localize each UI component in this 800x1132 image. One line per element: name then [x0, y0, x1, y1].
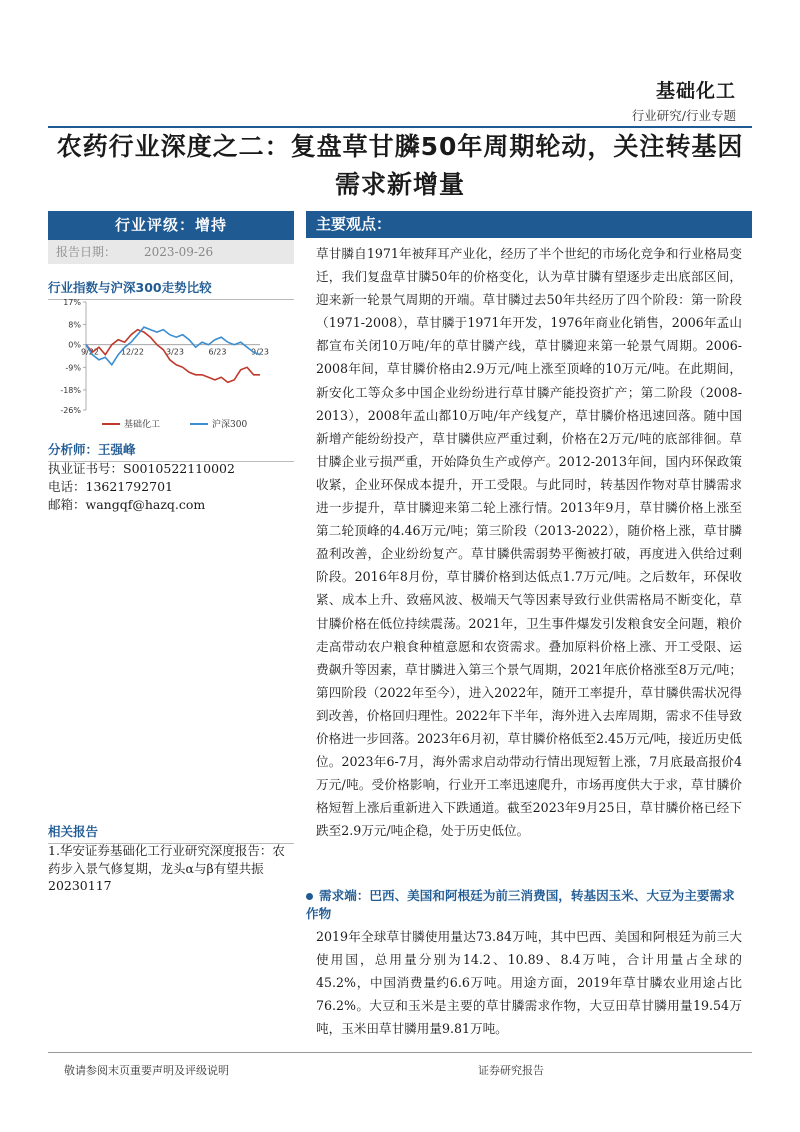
footer-disclaimer: 敬请参阅末页重要声明及评级说明 — [64, 1064, 229, 1077]
chart-x-tick-label: 9/23 — [251, 347, 269, 357]
main-points-heading: 主要观点： — [306, 211, 752, 238]
chart-legend-label: 基础化工 — [124, 420, 161, 430]
report-date-row — [48, 240, 294, 264]
chart-x-tick-label: 6/23 — [208, 347, 227, 357]
related-reports-heading: 相关报告 — [48, 822, 294, 844]
bullet-dot-icon — [306, 893, 313, 900]
summary-paragraph: 草甘膦自1971年被拜耳产业化，经历了半个世纪的市场化竞争和行业格局变迁，我们复盘草甘膦50年的价格变化，认为草甘膦有望逐步走出底部区间，迎来新一轮景气周期的开端。草甘膦过去50年共经历了四个阶段：第一阶段（1971-2008），草甘膦于1971年开发，1976年商业化销售，2006年孟山都宣布关闭10万吨/年的草甘膦产线，草甘膦迎来第一轮景气周期。2006-2008年间，草甘膦价格由2.9万元/吨上涨至顶峰的10万元/吨。在此期间，新安化工等众多中国企业纷纷进行草甘膦产能投资扩产；第二阶段（2008-2013），2008年孟山都10万吨/年产线复产，草甘膦价格迅速回落。随中国新增产能纷纷投产，草甘膦供应严重过剩，价格在2万元/吨的底部徘徊。草甘膦企业亏损严重，开始降负生产或停产。2012-2013年间，国内环保政策收紧，企业环保成本提升，开工受限。与此同时，转基因作物对草甘膦需求进一步提升，草甘膦迎来第二轮上涨行情。2013年9月，草甘膦价格上涨至第二轮顶峰的4.46万元/吨；第三阶段（2013-2022），随价格上涨，草甘膦盈利改善，企业纷纷复产。草甘膦供需弱势平衡被打破，再度进入供给过剩阶段。2016年8月份，草甘膦价格到达低点1.7万元/吨。之后数年，环保收紧、成本上升、致癌风波、极端天气等因素导致行业供需格局不断变化，草甘膦价格在低位持续震荡。2021年，卫生事件爆发引发粮食安全问题，粮价走高带动农户粮食种植意愿和农资需求。叠加原料价格上涨、开工受限、运费飙升等因素，草甘膦进入第三个景气周期，2021年底价格涨至8万元/吨；第四阶段（2022年至今），进入2022年，随开工率提升，草甘膦供需状况得到改善，价格回归理性。2022年下半年，海外进入去库周期，需求不佳导致价格进一步回落。2023年6月初，草甘膦价格低至2.45万元/吨，接近历史低位。2023年6-7月，海外需求启动带动行情出现短暂上涨，7月底最高报价4万元/吨。受价格影响，行业开工率迅速爬升，市场再度供大于求，草甘膦价格短暂上涨后重新进入下跌通道。截至2023年9月25日，草甘膦价格已经下跌至2.9万元/吨企稳，处于历史低位。 — [316, 246, 742, 839]
related-report-item[interactable]: 1.华安证券基础化工行业研究深度报告：农药步入景气修复期，龙头α与β有望共振 20230117 — [48, 843, 285, 893]
chart-legend-label: 沪深300 — [212, 420, 248, 430]
index-comparison-chart — [50, 296, 294, 436]
chart-y-tick-label: 8% — [68, 320, 81, 330]
chart-x-tick-label: 3/23 — [166, 347, 184, 357]
demand-bullet-heading — [306, 887, 742, 923]
footer-divider — [48, 1052, 752, 1053]
chart-series-line-1 — [86, 327, 260, 365]
demand-paragraph: 2019年全球草甘膦使用量达73.84万吨，其中巴西、美国和阿根廷为前三大使用国，总用量分别为14.2、10.89、8.4万吨，合计用量占全球的45.2%，中国消费量约6.6万吨。用途方面，2019年草甘膦农业用途占比76.2%。大豆和玉米是主要的草甘膦需求作物，大豆田草甘膦用量19.54万吨，玉米田草甘膦用量9.81万吨。 — [316, 929, 742, 1037]
chart-y-tick-label: -26% — [60, 406, 81, 415]
industry-rating: 行业评级：增持 — [48, 211, 294, 240]
footer-label: 证券研究报告 — [478, 1064, 544, 1077]
chart-y-tick-label: -9% — [65, 363, 81, 373]
analyst-email[interactable]: 邮箱：wangqf@hazq.com — [48, 497, 206, 512]
chart-y-tick-label: 0% — [68, 340, 81, 350]
analyst-license: 执业证书号：S0010522110002 — [48, 461, 235, 476]
report-date-value: 2023-09-26 — [144, 245, 214, 259]
page-title: 农药行业深度之二：复盘草甘膦50年周期轮动，关注转基因需求新增量 — [56, 132, 744, 199]
analyst-heading: 分析师：王强峰 — [48, 440, 294, 462]
chart-y-tick-label: -18% — [60, 385, 81, 395]
chart-y-tick-label: 17% — [63, 298, 81, 307]
report-type: 行业研究/行业专题 — [631, 108, 736, 123]
chart-x-tick-label: 9/22 — [81, 347, 99, 357]
chart-heading: 行业指数与沪深300走势比较 — [48, 278, 294, 300]
sector-label: 基础化工 — [655, 80, 736, 102]
chart-x-tick-label: 12/22 — [120, 347, 145, 357]
analyst-phone: 电话：13621792701 — [48, 479, 173, 494]
report-date-label: 报告日期： — [56, 245, 117, 259]
demand-bullet-title: 需求端：巴西、美国和阿根廷为前三消费国，转基因玉米、大豆为主要需求作物 — [306, 888, 735, 921]
